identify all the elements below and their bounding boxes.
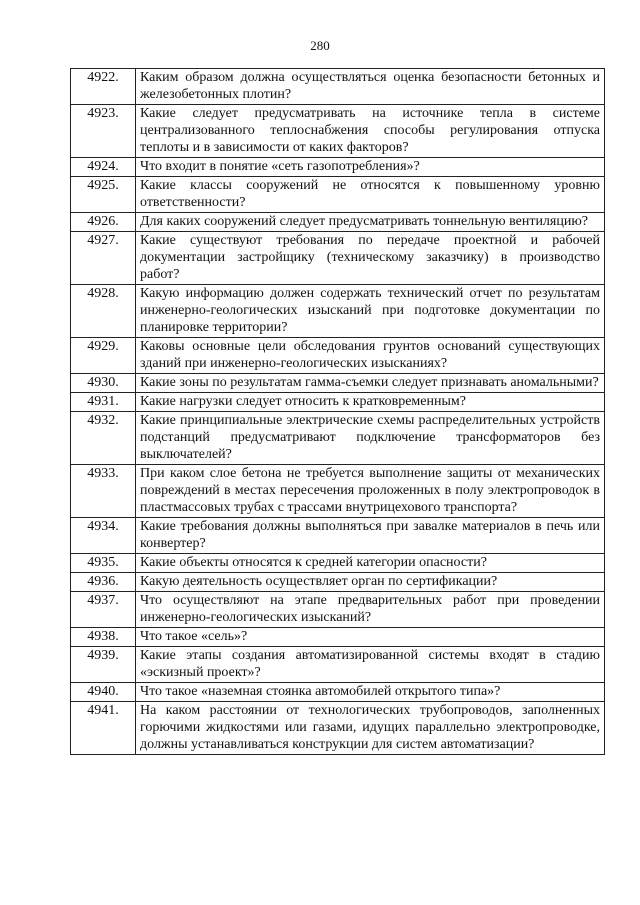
table-row bbox=[71, 702, 605, 755]
question-text: Каковы основные цели обследования грунтов оснований существующих зданий при инженерно-геологических изысканиях? bbox=[136, 338, 605, 374]
question-text: Какие этапы создания автоматизированной системы входят в стадию «эскизный проект»? bbox=[136, 647, 605, 683]
question-number: 4940. bbox=[71, 683, 136, 702]
question-text: При каком слое бетона не требуется выполнение защиты от механических повреждений в местах пересечения проложенных в полу электропроводок в пластмассовых трубах с трассами внутрицехового транспорта? bbox=[136, 465, 605, 518]
question-text: Какие существуют требования по передаче проектной и рабочей документации застройщику (техническому заказчику) в производство работ? bbox=[136, 232, 605, 285]
table-row bbox=[71, 628, 605, 647]
table-row bbox=[71, 592, 605, 628]
question-text: Что осуществляют на этапе предварительных работ при проведении инженерно-геологических изысканий? bbox=[136, 592, 605, 628]
table-row bbox=[71, 338, 605, 374]
table-row bbox=[71, 232, 605, 285]
table-row bbox=[71, 393, 605, 412]
question-number: 4928. bbox=[71, 285, 136, 338]
question-text: Что такое «наземная стоянка автомобилей открытого типа»? bbox=[136, 683, 605, 702]
table-row bbox=[71, 213, 605, 232]
table-row bbox=[71, 374, 605, 393]
question-number: 4922. bbox=[71, 69, 136, 105]
question-text: Какие классы сооружений не относятся к повышенному уровню ответственности? bbox=[136, 177, 605, 213]
question-number: 4939. bbox=[71, 647, 136, 683]
question-text: Какую деятельность осуществляет орган по сертификации? bbox=[136, 573, 605, 592]
question-text: Что такое «сель»? bbox=[136, 628, 605, 647]
question-number: 4935. bbox=[71, 554, 136, 573]
question-text: Какие следует предусматривать на источнике тепла в системе централизованного теплоснабжения способы регулирования отпуска теплоты и в зависимости от каких факторов? bbox=[136, 105, 605, 158]
table-row bbox=[71, 177, 605, 213]
table-row bbox=[71, 465, 605, 518]
table-row bbox=[71, 573, 605, 592]
table-row bbox=[71, 412, 605, 465]
question-text: Какие нагрузки следует относить к кратковременным? bbox=[136, 393, 605, 412]
question-number: 4931. bbox=[71, 393, 136, 412]
question-text: Какие принципиальные электрические схемы распределительных устройств подстанций предусматривают подключение трансформаторов без выключателей? bbox=[136, 412, 605, 465]
question-text: Что входит в понятие «сеть газопотребления»? bbox=[136, 158, 605, 177]
table-row bbox=[71, 518, 605, 554]
question-number: 4925. bbox=[71, 177, 136, 213]
question-number: 4926. bbox=[71, 213, 136, 232]
table-row bbox=[71, 285, 605, 338]
table-row bbox=[71, 683, 605, 702]
question-number: 4936. bbox=[71, 573, 136, 592]
question-number: 4923. bbox=[71, 105, 136, 158]
question-text: Для каких сооружений следует предусматривать тоннельную вентиляцию? bbox=[136, 213, 605, 232]
question-number: 4933. bbox=[71, 465, 136, 518]
table-row bbox=[71, 69, 605, 105]
table-row bbox=[71, 554, 605, 573]
question-number: 4929. bbox=[71, 338, 136, 374]
question-number: 4924. bbox=[71, 158, 136, 177]
question-text: Какие требования должны выполняться при завалке материалов в печь или конвертер? bbox=[136, 518, 605, 554]
question-number: 4937. bbox=[71, 592, 136, 628]
page-number: 280 bbox=[310, 38, 330, 53]
question-number: 4934. bbox=[71, 518, 136, 554]
questions-table bbox=[70, 68, 605, 755]
table-row bbox=[71, 105, 605, 158]
question-number: 4932. bbox=[71, 412, 136, 465]
question-text: Какие объекты относятся к средней категории опасности? bbox=[136, 554, 605, 573]
question-number: 4930. bbox=[71, 374, 136, 393]
question-number: 4938. bbox=[71, 628, 136, 647]
table-row bbox=[71, 158, 605, 177]
question-number: 4941. bbox=[71, 702, 136, 755]
question-number: 4927. bbox=[71, 232, 136, 285]
question-text: Какие зоны по результатам гамма-съемки следует признавать аномальными? bbox=[136, 374, 605, 393]
question-text: На каком расстоянии от технологических трубопроводов, заполненных горючими жидкостями или газами, идущих параллельно электропроводке, должны устанавливаться конструкции для систем автоматизации? bbox=[136, 702, 605, 755]
question-text: Какую информацию должен содержать технический отчет по результатам инженерно-геологических изысканий при подготовке документации по планировке территории? bbox=[136, 285, 605, 338]
question-text: Каким образом должна осуществляться оценка безопасности бетонных и железобетонных плотин? bbox=[136, 69, 605, 105]
table-row bbox=[71, 647, 605, 683]
